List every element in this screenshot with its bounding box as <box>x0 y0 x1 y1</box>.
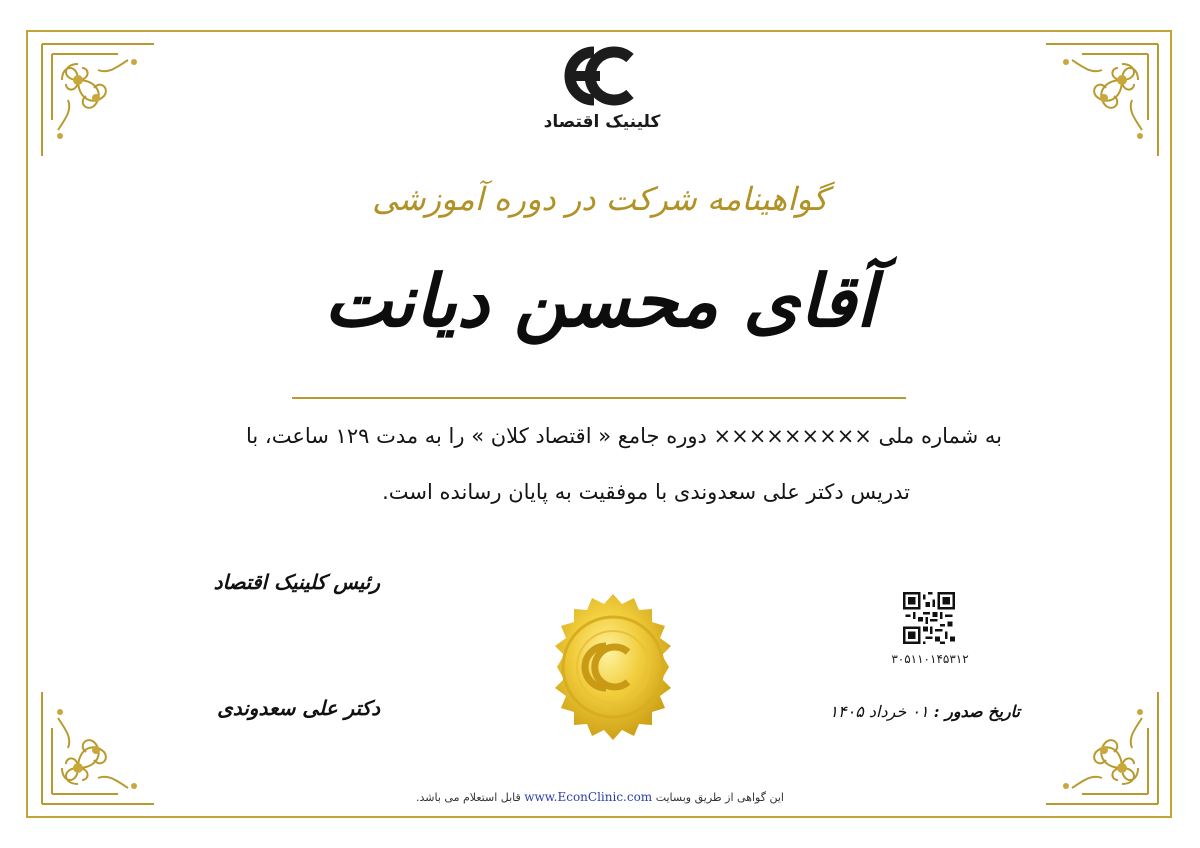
certificate-subtitle: گواهینامه شرکت در دوره آموزشی <box>372 180 828 218</box>
ornament-corner-icon <box>38 40 158 160</box>
signatory-name: دکتر علی سعدوندی <box>217 696 380 720</box>
issue-date <box>820 702 1020 721</box>
recipient-name: آقای محسن دیانت <box>324 258 876 343</box>
gold-seal-icon <box>538 592 688 742</box>
ec-logo-icon <box>560 44 644 108</box>
certificate-body-line-1: به شماره ملی ××××××××× دوره جامع « اقتصاد کلان » را به مدت ۱۲۹ ساعت، با <box>246 424 1002 448</box>
ornament-corner-icon <box>1042 40 1162 160</box>
certificate-number: ۳۰۵۱۱۰۱۴۵۳۱۲ <box>891 652 969 666</box>
name-underline <box>292 397 906 399</box>
verification-footer <box>300 790 900 804</box>
ornament-corner-icon <box>1042 688 1162 808</box>
brand-logo <box>540 44 664 132</box>
qr-code-icon[interactable] <box>903 592 955 644</box>
certificate-body-line-2: تدریس دکتر علی سعدوندی با موفقیت به پایان رسانده است. <box>382 480 910 504</box>
footer-prefix: این گواهی از طریق وبسایت <box>655 791 784 804</box>
website-link[interactable]: www.EconClinic.com <box>524 790 653 804</box>
issue-date-value: ۰۱ خرداد ۱۴۰۵ <box>829 702 929 721</box>
ornament-corner-icon <box>38 688 158 808</box>
footer-suffix: قابل استعلام می باشد. <box>416 791 521 804</box>
logo-text: کلینیک اقتصاد <box>543 112 661 132</box>
signatory-title: رئیس کلینیک اقتصاد <box>213 570 380 594</box>
issue-date-label: تاریخ صدور : <box>933 702 1020 721</box>
